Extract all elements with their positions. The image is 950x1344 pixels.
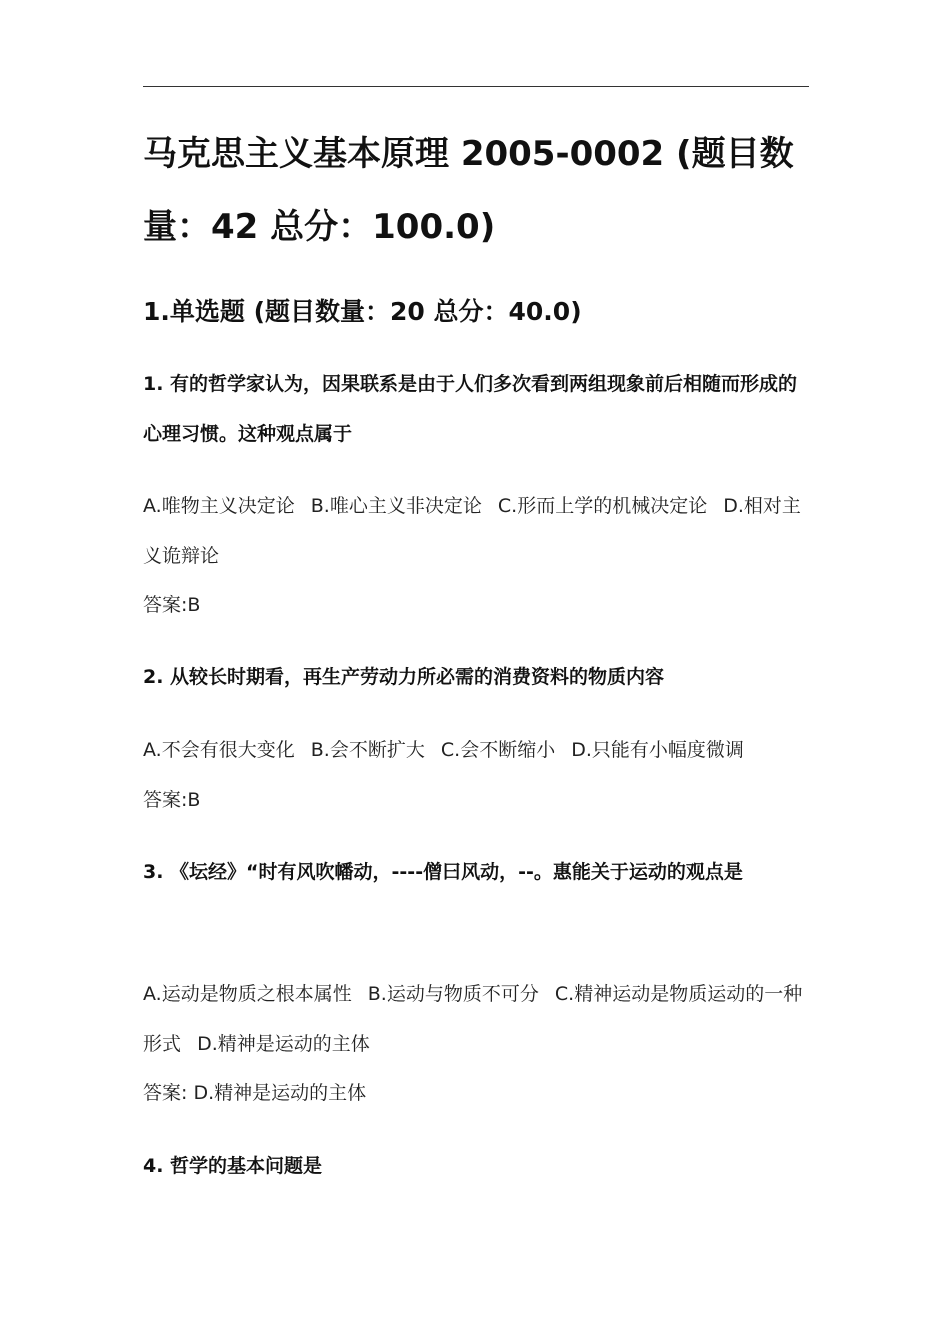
question-4-stem: 4. 哲学的基本问题是 — [143, 1155, 323, 1177]
header-rule — [143, 86, 809, 87]
question-1-option-d: D.相对主义诡辩论 — [143, 495, 801, 567]
question-1-option-c: C.形而上学的机械决定论 — [497, 495, 708, 517]
question-3-option-c: C.精神运动是物质运动的一种形式 — [143, 983, 803, 1055]
question-1-option-a: A.唯物主义决定论 — [143, 495, 295, 517]
document-title: 马克思主义基本原理 2005-0002 (题目数量：42 总分：100.0) — [143, 134, 794, 247]
section-title: 1.单选题 (题目数量：20 总分：40.0) — [143, 297, 582, 326]
question-2-option-a: A.不会有很大变化 — [143, 739, 295, 761]
question-2-answer: 答案:B — [143, 789, 201, 811]
document-page — [143, 0, 809, 1344]
question-3-answer: 答案: D.精神是运动的主体 — [143, 1082, 367, 1104]
question-2-stem: 2. 从较长时期看，再生产劳动力所必需的消费资料的物质内容 — [143, 666, 665, 688]
question-2-option-b: B.会不断扩大 — [310, 739, 425, 761]
question-1-option-b: B.唯心主义非决定论 — [310, 495, 482, 517]
question-3-option-b: B.运动与物质不可分 — [367, 983, 539, 1005]
question-2-options — [143, 725, 809, 775]
question-3-options — [143, 969, 809, 1069]
question-3-stem: 3. 《坛经》“时有风吹幡动，----僧曰风动，--。惠能关于运动的观点是 — [143, 861, 743, 883]
question-1-options — [143, 481, 809, 581]
question-3-option-d: D.精神是运动的主体 — [197, 1033, 370, 1055]
question-3-option-a: A.运动是物质之根本属性 — [143, 983, 352, 1005]
question-1-stem: 1. 有的哲学家认为，因果联系是由于人们多次看到两组现象前后相随而形成的心理习惯。这种观点属于 — [143, 373, 798, 445]
question-1-answer: 答案:B — [143, 594, 201, 616]
question-2-option-d: D.只能有小幅度微调 — [571, 739, 744, 761]
question-2-option-c: C.会不断缩小 — [440, 739, 556, 761]
